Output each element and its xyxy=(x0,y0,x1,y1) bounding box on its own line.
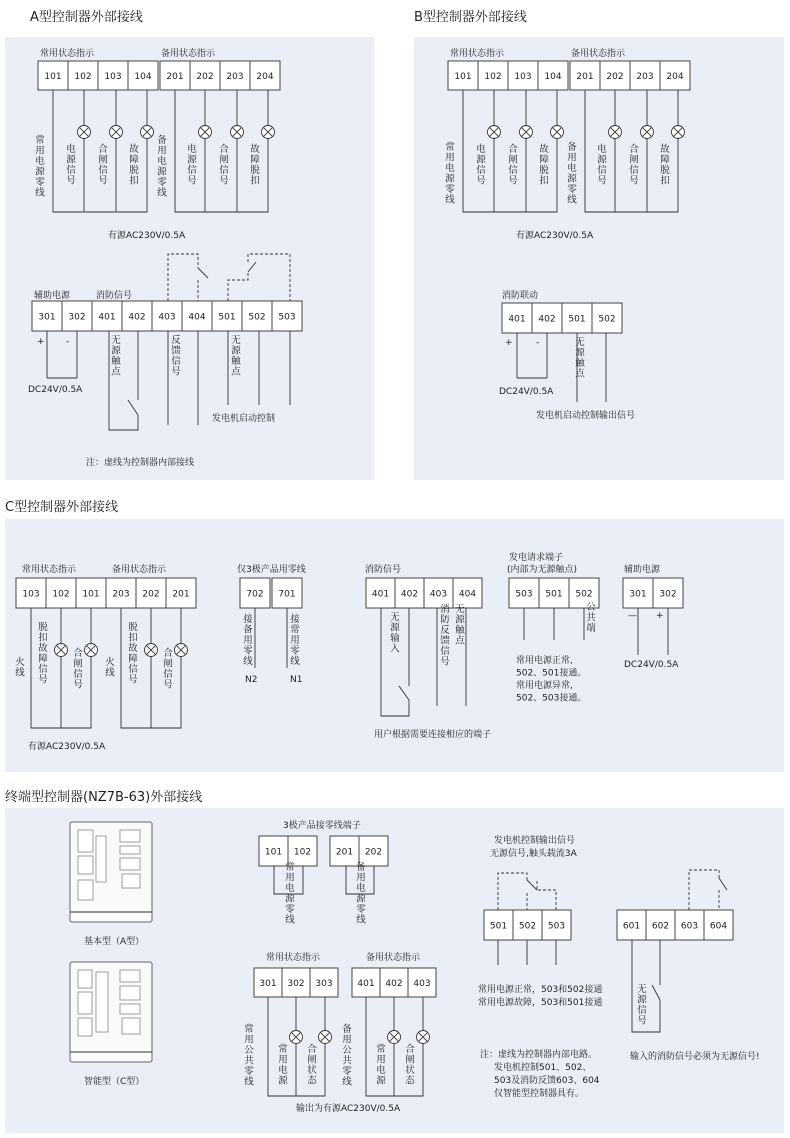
b-terminal-label: 101 xyxy=(454,72,472,82)
a-power-label: 有源AC230V/0.5A xyxy=(108,231,186,241)
d-fire-switch xyxy=(719,878,727,890)
section-c-title: C型控制器外部接线 xyxy=(5,500,119,515)
c-trip1-vlabel: 脱扣故障信号 xyxy=(38,622,48,686)
d-fire-terminal-label: 602 xyxy=(651,921,670,932)
d-gen-out-sub: 无源信号,触头载流3A xyxy=(490,849,577,859)
c-gen-note-line: 502、503接通。 xyxy=(516,693,587,704)
c-terminal-label: 203 xyxy=(112,589,130,600)
b-gen-output-label: 发电机启动控制输出信号 xyxy=(536,411,636,421)
c-n1: N1 xyxy=(290,675,303,685)
a-gen-start-label: 发电机启动控制 xyxy=(212,414,276,424)
b-bottom-terminal-label: 402 xyxy=(538,314,556,325)
d-gen-terminal-label: 502 xyxy=(518,921,537,932)
a-top-vlabel: 合闸信号 xyxy=(219,144,229,187)
b-top-vlabel: 电源信号 xyxy=(597,144,607,187)
c-close2-vlabel: 合闸信号 xyxy=(163,648,173,691)
c-live2-vlabel: 火线 xyxy=(105,657,115,679)
c-power-label: 有源AC230V/0.5A xyxy=(28,742,106,752)
d-gen-wire xyxy=(498,940,556,965)
d-status2-terminal-label: 403 xyxy=(413,979,431,989)
d-pole3-terminal-label: 202 xyxy=(364,847,383,858)
basic-caption: 基本型（A型） xyxy=(84,937,145,947)
a-top-vlabel: 合闸信号 xyxy=(98,144,108,187)
c-neutral-wire xyxy=(255,608,287,668)
d-gen-line: 常用电源故障，503和501接通 xyxy=(478,998,603,1008)
c-gen-req-label: 发电请求端子 xyxy=(509,553,564,563)
a-dc-wire xyxy=(47,331,77,378)
d-fire-dashed xyxy=(689,870,719,910)
d-note xyxy=(480,1048,600,1099)
d-fire-must: 输入的消防信号必须为无源信号! xyxy=(630,1052,760,1062)
d-group1-label: 常用状态指示 xyxy=(266,953,321,963)
d-fire-terminal-label: 601 xyxy=(622,921,641,932)
c-neutral-terminal-label: 701 xyxy=(278,589,296,600)
a-passive1-vlabel: 无源触点 xyxy=(111,335,121,378)
c-fire-feedback-vlabel: 消防反馈信号 xyxy=(440,604,450,668)
d-status1-terminal-label: 301 xyxy=(259,979,277,989)
a-aux-label: 辅助电源 xyxy=(34,291,71,301)
a-top-vlabel: 电源信号 xyxy=(66,144,76,187)
b-bottom-block xyxy=(499,289,635,421)
d-gen-line: 常用电源正常，503和502接通 xyxy=(478,985,603,995)
a-plus: + xyxy=(37,337,45,347)
d-close-state2-vlabel: 合闸状态 xyxy=(405,1044,415,1087)
a-bottom-terminal-label: 302 xyxy=(68,312,86,323)
b-group1-label: 常用状态指示 xyxy=(450,49,505,59)
d-backup-neutral-vlabel: 备用电源零线 xyxy=(356,862,366,926)
c-fire-label: 消防信号 xyxy=(365,565,402,575)
b-dc-label: DC24V/0.5A xyxy=(499,387,554,397)
b-group2-label: 备用状态指示 xyxy=(571,49,626,59)
c-gen-terminal-label: 503 xyxy=(515,589,533,600)
a-bottom-terminal-label: 402 xyxy=(128,312,146,323)
d-close-state1-vlabel: 合闸状态 xyxy=(307,1044,317,1087)
c-aux-terminal-label: 302 xyxy=(659,589,677,600)
b-terminal-label: 202 xyxy=(606,72,624,82)
a-top-vlabel: 故障脱扣 xyxy=(250,144,260,187)
d-status2-terminal-label: 402 xyxy=(385,979,403,989)
c-gen-note-line: 常用电源异常, xyxy=(516,681,573,691)
d-pole3-terminal-label: 101 xyxy=(264,847,283,858)
d-fire-block xyxy=(617,870,760,1062)
c-fire-terminal-label: 402 xyxy=(400,589,419,600)
d-status-block xyxy=(244,951,436,1114)
basic-device-image xyxy=(70,822,152,922)
d-note-line: 发电机控制501、502、 xyxy=(494,1063,592,1073)
a-note: 注：虚线为控制器内部接线 xyxy=(86,458,195,468)
a-bottom-terminal-label: 401 xyxy=(98,312,116,323)
a-terminal-label: 104 xyxy=(134,72,152,82)
a-dc-label: DC24V/0.5A xyxy=(28,385,83,395)
b-power-label: 有源AC230V/0.5A xyxy=(516,231,594,241)
a-terminal-label: 203 xyxy=(226,72,244,82)
c-fire-terminal-label: 403 xyxy=(429,589,448,600)
smart-caption: 智能型（C型） xyxy=(84,1077,145,1087)
d-gen-switch xyxy=(527,880,537,890)
d-pole3-terminal-label: 102 xyxy=(293,847,312,858)
d-normal-neutral-vlabel: 常用电源零线 xyxy=(285,862,295,926)
d-status1-terminal-label: 302 xyxy=(287,979,305,989)
b-terminal-label: 201 xyxy=(576,72,594,82)
a-bottom-terminal-label: 404 xyxy=(188,312,206,323)
c-neutral-label: 仅3极产品用零线 xyxy=(237,565,306,575)
b-top-vlabel: 常用电源零线 xyxy=(445,142,455,206)
d-gen-terminal-label: 503 xyxy=(547,921,566,932)
b-dc-wire xyxy=(517,333,547,378)
a-group1-label: 常用状态指示 xyxy=(40,49,95,59)
a-top-vlabel: 备用电源零线 xyxy=(157,135,167,199)
c-main-block xyxy=(15,563,196,752)
b-top-vlabel: 备用电源零线 xyxy=(567,142,577,206)
c-terminal-label: 202 xyxy=(142,589,160,600)
d-passive-signal-vlabel: 无源信号 xyxy=(637,984,647,1027)
section-a-title: A型控制器外部接线 xyxy=(30,10,143,25)
c-gen-req-sub: (内部为无源触点) xyxy=(507,565,578,575)
a-switch-1 xyxy=(198,268,208,278)
a-top-block xyxy=(35,47,280,241)
a-minus: - xyxy=(66,337,70,347)
d-pole3-label: 3极产品接零线端子 xyxy=(283,821,361,831)
c-common-vlabel: 公共端 xyxy=(586,602,596,634)
d-status1-terminal-label: 303 xyxy=(315,979,333,989)
a-top-vlabel: 故障脱扣 xyxy=(129,144,139,187)
c-aux-label: 辅助电源 xyxy=(624,565,661,575)
b-top-block xyxy=(445,47,690,241)
a-bottom-block xyxy=(28,254,302,468)
a-terminal-label: 201 xyxy=(166,72,184,82)
c-fire-terminal-label: 401 xyxy=(371,589,390,600)
d-gen-block xyxy=(478,834,602,1008)
c-n2: N2 xyxy=(245,675,258,685)
smart-device-image xyxy=(70,962,152,1062)
b-passive-vlabel: 无源触点 xyxy=(575,337,585,380)
c-gen-note-line: 502、501接通。 xyxy=(516,668,587,679)
a-dashed-internal-1 xyxy=(168,254,198,301)
a-bottom-terminal-label: 301 xyxy=(38,312,56,323)
d-fire-terminal-label: 603 xyxy=(680,921,699,932)
b-minus: - xyxy=(536,338,540,348)
c-fire-switch xyxy=(399,686,409,700)
d-gen-dashed xyxy=(498,873,556,910)
a-passive-switch xyxy=(128,400,138,415)
a-passive2-vlabel: 无源触点 xyxy=(231,335,241,378)
a-bottom-terminal-label: 501 xyxy=(218,312,236,323)
d-note-line: 仅智能型控制器具有。 xyxy=(494,1089,585,1099)
b-top-vlabel: 故障脱扣 xyxy=(539,144,549,187)
b-top-vlabel: 电源信号 xyxy=(476,144,486,187)
d-note-line: 503及消防反馈603、604 xyxy=(494,1076,600,1086)
b-bottom-terminal-label: 501 xyxy=(568,314,586,325)
b-top-vlabel: 合闸信号 xyxy=(629,144,639,187)
c-aux-terminal-label: 301 xyxy=(629,589,647,600)
b-terminal-label: 102 xyxy=(484,72,502,82)
d-output-power: 输出为有源AC230V/0.5A xyxy=(296,1104,401,1114)
a-bottom-terminal-label: 502 xyxy=(248,312,266,323)
d-common-neutral2-vlabel: 备用公共零线 xyxy=(342,1024,352,1088)
c-terminal-label: 102 xyxy=(52,589,70,600)
a-dashed-internal-2 xyxy=(228,254,290,301)
a-group2-label: 备用状态指示 xyxy=(161,49,216,59)
d-devices xyxy=(70,822,152,1087)
c-aux-block xyxy=(623,563,683,670)
b-top-vlabel: 故障脱扣 xyxy=(660,144,670,187)
b-bottom-terminal-label: 401 xyxy=(508,314,526,325)
a-switch-2 xyxy=(248,262,256,272)
c-neutral-backup-vlabel: 接备用零线 xyxy=(243,614,253,667)
b-terminal-label: 203 xyxy=(636,72,654,82)
section-d-title: 终端型控制器(NZ7B-63)外部接线 xyxy=(5,790,203,805)
c-dc-label: DC24V/0.5A xyxy=(624,660,679,670)
a-terminal-label: 102 xyxy=(74,72,92,82)
a-bottom-terminal-label: 403 xyxy=(158,312,176,323)
section-b-title: B型控制器外部接线 xyxy=(414,10,527,25)
c-live1-vlabel: 火线 xyxy=(15,657,25,679)
a-terminal-label: 202 xyxy=(196,72,214,82)
c-neutral-terminal-label: 702 xyxy=(246,589,264,600)
d-fire-terminal-label: 604 xyxy=(709,921,728,932)
c-terminal-label: 103 xyxy=(22,589,40,600)
a-fire-label: 消防信号 xyxy=(96,291,133,301)
d-gen-terminal-label: 501 xyxy=(489,921,508,932)
d-status2-terminal-label: 401 xyxy=(357,979,375,989)
c-close1-vlabel: 合闸信号 xyxy=(73,648,83,691)
d-common-neutral1-vlabel: 常用公共零线 xyxy=(244,1024,254,1088)
d-group2-label: 备用状态指示 xyxy=(366,953,421,963)
a-terminal-label: 101 xyxy=(44,72,62,82)
c-fire-terminal-label: 404 xyxy=(458,589,477,600)
c-plus: + xyxy=(656,611,664,621)
b-terminal-label: 204 xyxy=(666,72,684,82)
a-bottom-terminal-label: 503 xyxy=(278,312,296,323)
b-plus: + xyxy=(505,338,513,348)
d-power2-vlabel: 常用电源 xyxy=(376,1044,386,1087)
a-top-vlabel: 常用电源零线 xyxy=(35,135,45,199)
c-trip2-vlabel: 脱扣故障信号 xyxy=(128,622,138,686)
c-passive-input-vlabel: 无源输入 xyxy=(390,612,400,655)
c-neutral-normal-vlabel: 接常用零线 xyxy=(290,614,300,667)
c-gen-block xyxy=(507,551,599,704)
c-group1-label: 常用状态指示 xyxy=(22,565,77,575)
d-gen-out-label: 发电机控制输出信号 xyxy=(494,836,576,846)
c-gen-note-line: 常用电源正常, xyxy=(516,656,573,666)
b-top-vlabel: 合闸信号 xyxy=(508,144,518,187)
c-gen-terminal-label: 501 xyxy=(545,589,563,600)
a-terminal-label: 204 xyxy=(256,72,274,82)
c-user-note: 用户根据需要连接相应的端子 xyxy=(374,730,492,740)
b-terminal-label: 104 xyxy=(544,72,562,82)
c-group2-label: 备用状态指示 xyxy=(112,565,167,575)
c-terminal-label: 201 xyxy=(172,589,190,600)
d-fire-contact xyxy=(652,985,660,1000)
a-top-vlabel: 电源信号 xyxy=(187,144,197,187)
c-minus: — xyxy=(628,611,637,621)
c-gen-wire xyxy=(524,608,584,640)
c-fire-block xyxy=(365,563,491,740)
d-note-line: 注：虚线为控制器内部电路。 xyxy=(480,1050,598,1060)
a-terminal-label: 103 xyxy=(104,72,122,82)
c-gen-terminal-label: 502 xyxy=(575,589,593,600)
d-pole3-block xyxy=(259,819,388,926)
b-terminal-label: 103 xyxy=(514,72,532,82)
c-passive-contact-vlabel: 无源触点 xyxy=(455,604,465,647)
c-terminal-label: 101 xyxy=(82,589,100,600)
b-bottom-terminal-label: 502 xyxy=(598,314,616,325)
c-neutral-block xyxy=(237,563,306,685)
b-fire-link-label: 消防联动 xyxy=(502,291,539,301)
d-pole3-terminal-label: 201 xyxy=(335,847,354,858)
d-power1-vlabel: 常用电源 xyxy=(278,1044,288,1087)
a-feedback-vlabel: 反馈信号 xyxy=(171,335,181,378)
